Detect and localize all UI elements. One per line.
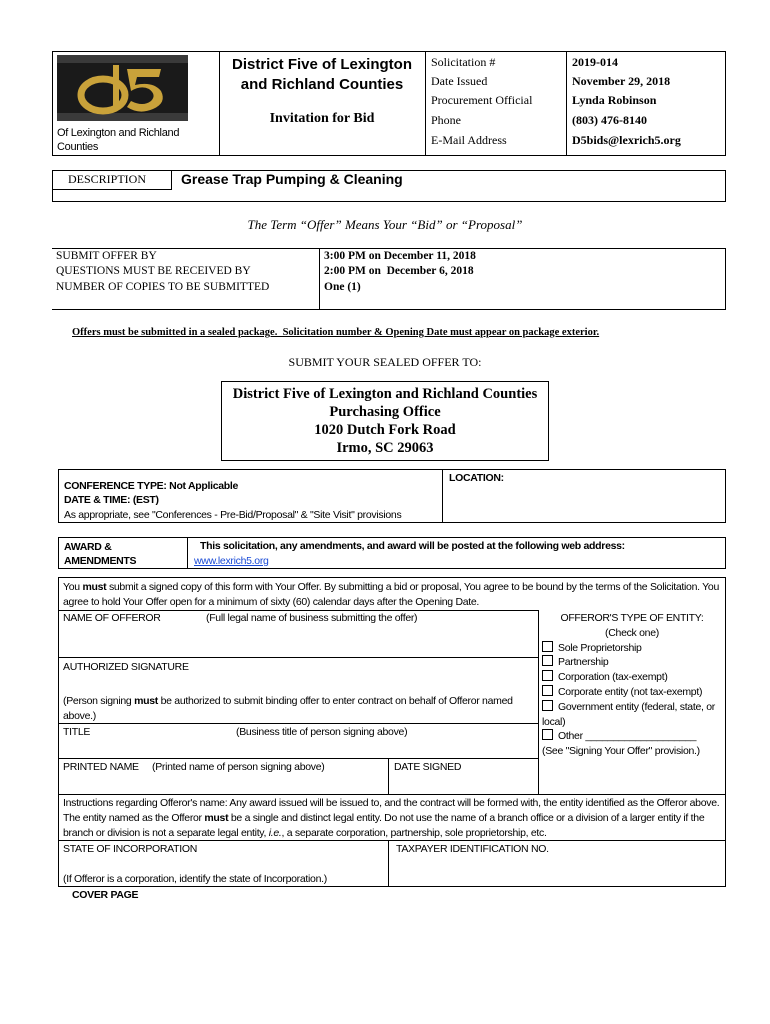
checkbox-icon[interactable] [542,655,553,666]
sealed-package-notice: Offers must be submitted in a sealed package. Solicitation number & Opening Date must appear on package exterior. [72,327,600,338]
description-label: DESCRIPTION [68,172,147,186]
offeror-intro-must: must [82,581,107,593]
email-label: E-Mail Address [431,133,507,147]
cover-page-label: COVER PAGE [72,889,139,901]
checkbox-icon[interactable] [542,641,553,652]
offer-term-note: The Term “Offer” Means Your “Bid” or “Proposal” [247,217,523,232]
offeror-intro-post: submit a signed copy of this form with Your Offer. By submitting a bid or proposal, You agree to be bound by the terms of the Solicitation. You agree to hold Your Offer open for a minimum of sixty (60) calendar days after the Opening Date. [63,581,720,608]
signature-note-must: must [134,695,158,707]
solicitation-label: Solicitation # [431,55,496,69]
title-label: TITLE [63,726,91,738]
doc-type: Invitation for Bid [269,111,375,126]
offeror-intro [63,580,723,610]
questions-value: 2:00 PM on December 6, 2018 [324,265,474,277]
entity-type-panel [542,611,722,759]
copies-value: One (1) [324,281,361,293]
date-issued-value: November 29, 2018 [572,74,671,88]
entity-type-note: (See "Signing Your Offer" provision.) [542,745,700,758]
conference-datetime: DATE & TIME: (EST) [64,494,159,506]
entity-option-sole-proprietorship[interactable] [542,641,722,656]
instructions-pre: Instructions regarding Offeror's name: Any award issued will be issued to, and the contract will be formed with, the entity identified as the Offeror above. The entity named as the Offeror [63,797,720,824]
entity-type-subheading: (Check one) [605,626,659,639]
org-name: District Five of Lexington and Richland Counties [231,56,412,93]
conference-type: CONFERENCE TYPE: Not Applicable [64,480,239,492]
instructions-ie: i.e. [268,827,282,839]
state-of-incorporation-label: STATE OF INCORPORATION [63,843,197,855]
address-line-1: District Five of Lexington and Richland Counties [232,386,538,402]
entity-option-label: Corporation (tax-exempt) [558,671,668,684]
procurement-official-value: Lynda Robinson [572,93,657,107]
date-signed-label: DATE SIGNED [394,761,462,773]
printed-name-label: PRINTED NAME [63,761,139,773]
entity-option-label: Partnership [558,656,609,669]
address-line-4: Irmo, SC 29063 [336,440,434,456]
offeror-intro-pre: You [63,581,83,593]
copies-label: NUMBER OF COPIES TO BE SUBMITTED [56,281,270,293]
org-caption: Of Lexington and Richland Counties [57,127,180,153]
conference-note: As appropriate, see "Conferences - Pre-Bid/Proposal" & "Site Visit" provisions [64,509,402,521]
state-of-incorporation-note: (If Offeror is a corporation, identify the state of Incorporation.) [63,873,327,885]
authorized-signature-label: AUTHORIZED SIGNATURE [63,661,189,673]
questions-label: QUESTIONS MUST BE RECEIVED BY [56,265,251,277]
header-fields [427,51,726,156]
email-value: D5bids@lexrich5.org [572,133,681,147]
checkbox-icon[interactable] [542,700,553,711]
entity-type-heading: OFFEROR'S TYPE OF ENTITY: [560,612,704,624]
procurement-official-label: Procurement Official [431,93,533,107]
offeror-name-instructions [63,796,723,841]
phone-label: Phone [431,113,461,127]
solicitation-value: 2019-014 [572,55,618,69]
printed-name-hint: (Printed name of person signing above) [152,761,325,773]
instructions-mid: be a single and distinct legal entity. Do not use the name of a branch office or a division of a larger entity if the branch or division is not a separate legal entity, [63,812,705,839]
delivery-address [221,381,549,461]
name-of-offeror-label: NAME OF OFFEROR [63,612,161,624]
entity-option-label: Government entity (federal, state, or local) [542,700,715,728]
instructions-must: must [204,812,229,824]
entity-option-partnership[interactable] [542,655,722,670]
location-label: LOCATION: [449,472,504,484]
submit-to-heading: SUBMIT YOUR SEALED OFFER TO: [288,355,482,369]
address-line-2: Purchasing Office [329,404,441,420]
entity-option-other[interactable] [542,729,722,744]
address-line-3: 1020 Dutch Fork Road [314,422,456,438]
phone-value: (803) 476-8140 [572,113,647,127]
award-text: This solicitation, any amendments, and award will be posted at the following web address: [200,540,625,552]
date-issued-label: Date Issued [431,74,488,88]
signature-note-post: be authorized to submit binding offer to enter contract on behalf of Offeror named above.) [63,695,513,722]
taxpayer-id-label: TAXPAYER IDENTIFICATION NO. [396,843,549,855]
entity-option-label: Sole Proprietorship [558,641,642,654]
signature-note-pre: (Person signing [63,695,135,707]
checkbox-icon[interactable] [542,670,553,681]
checkbox-icon[interactable] [542,685,553,696]
submit-offer-value: 3:00 PM on December 11, 2018 [324,250,476,262]
description-value: Grease Trap Pumping & Cleaning [181,171,403,187]
checkbox-icon[interactable] [542,729,553,740]
authorized-signature-note [63,694,533,724]
district-logo [57,55,188,121]
submit-offer-label: SUBMIT OFFER BY [56,250,157,262]
award-label: AWARD & AMENDMENTS [64,541,137,567]
entity-option-label: Other ____________________ [558,730,697,743]
entity-option-label: Corporate entity (not tax-exempt) [558,685,703,698]
instructions-post: , a separate corporation, partnership, sole proprietorship, etc. [281,827,547,839]
award-url-link[interactable]: www.lexrich5.org [194,555,269,567]
district-logo-graphic [57,55,188,121]
name-of-offeror-hint: (Full legal name of business submitting the offer) [206,612,418,624]
entity-option-government-entity[interactable] [542,700,722,730]
title-hint: (Business title of person signing above) [236,726,408,738]
entity-option-corporation-tax-exempt[interactable] [542,670,722,685]
entity-option-corporate-entity[interactable] [542,685,722,700]
